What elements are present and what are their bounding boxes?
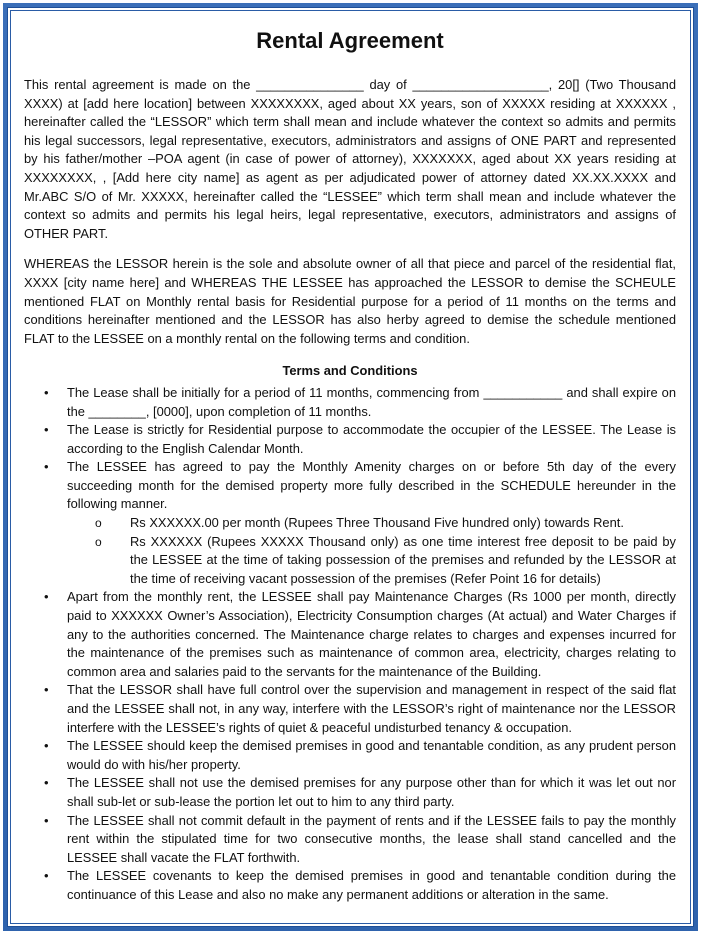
term-text: The LESSEE shall not commit default in the payment of rents and if the LESSEE fails to pay the monthly rent within the stipulated time for two consecutive months, the lease shall stand cancelled and the LESSEE shall vacate the FLAT forthwith.	[67, 812, 676, 865]
term-text: The Lease is strictly for Residential purpose to accommodate the occupier of the LESSEE. The Lease is according to the English Calendar Month.	[67, 422, 676, 456]
bullet-icon: •	[44, 459, 49, 475]
term-item	[24, 588, 676, 681]
sub-bullet-icon: o	[95, 516, 102, 531]
term-item	[24, 421, 676, 458]
payment-subitem	[67, 514, 676, 533]
term-item	[24, 774, 676, 811]
term-text: The LESSEE shall not use the demised premises for any purpose other than for which it was let out nor shall sub-let or sub-lease the portion let out to him to any third party.	[67, 775, 676, 809]
page-frame-border	[3, 3, 698, 931]
term-text: The LESSEE has agreed to pay the Monthly Amenity charges on or before 5th day of the every succeeding month for the demised property more fully described in the SCHEDULE hereunder in the following manner.	[67, 459, 676, 512]
document-title: Rental Agreement	[256, 28, 444, 53]
term-item	[24, 737, 676, 774]
terms-list	[24, 384, 676, 905]
page-frame-inner	[7, 7, 694, 927]
sub-bullet-icon: o	[95, 534, 102, 549]
bullet-icon: •	[44, 682, 49, 698]
term-text: The Lease shall be initially for a period of 11 months, commencing from ___________ and shall expire on the ________, [0000], upon completion of 11 months.	[67, 384, 676, 419]
term-text: The LESSEE covenants to keep the demised premises in good and tenantable condition during the continuance of this Lease and also no make any permanent additions or alteration in the same.	[67, 868, 676, 902]
term-text: Apart from the monthly rent, the LESSEE shall pay Maintenance Charges (Rs 1000 per month, directly paid to XXXXXX Owner’s Association), Electricity Consumption charges (At actual) and Water Charges if any to the authorities concerned. The Maintenance charge relates to charges and expenses incurred for the maintenance of the premises such as maintenance of common area, electricity, charges relating to common area and salaries paid to the servants for the maintenance of the Building.	[67, 589, 676, 679]
bullet-icon: •	[44, 738, 49, 754]
bullet-icon: •	[44, 589, 49, 605]
payment-subitem-text: Rs XXXXXX.00 per month (Rupees Three Thousand Five hundred only) towards Rent.	[130, 515, 624, 531]
payment-sublist	[67, 514, 676, 588]
bullet-icon: •	[44, 384, 49, 400]
bullet-icon: •	[44, 812, 49, 828]
payment-subitem-text: Rs XXXXXX (Rupees XXXXX Thousand only) as one time interest free deposit to be paid by the LESSEE at the time of taking possession of the premises and refunded by the LESSOR at the time of receiving vacant possession of the premises (Refer Point 16 for details)	[130, 533, 676, 586]
whereas-paragraph: WHEREAS the LESSOR herein is the sole and absolute owner of all that piece and parcel of the residential flat, XXXX [city name here] and WHEREAS THE LESSEE has approached the LESSOR to demise the SCHEULE mentioned FLAT on Monthly rental basis for Residential purpose for a period of 11 months on the terms and conditions hereinafter mentioned and the LESSOR has also herby agreed to demise the schedule mentioned FLAT to the LESSEE on a monthly rental on the following terms and condition.	[24, 256, 676, 346]
terms-heading: Terms and Conditions	[282, 363, 418, 379]
document-page	[10, 10, 691, 924]
term-text: The LESSEE should keep the demised premises in good and tenantable condition, as any prudent person would do with his/her property.	[67, 738, 676, 772]
term-item	[24, 812, 676, 868]
intro-paragraph: This rental agreement is made on the _______________ day of ___________________, 20[] (Two Thousand XXXX) at [add here location] between XXXXXXXX, aged about XX years, son of XXXXX residing at XXXXXX , hereinafter called the “LESSOR” which term shall mean and include whatever the context so admits and permits his legal successors, legal representative, executors, administrators and assigns of ONE PART and represented by his father/mother –POA agent (in case of power of attorney), XXXXXXX, aged about XX years residing at XXXXXXXX, , [Add here city name] as agent as per adjudicated power of attorney dated XX.XX.XXXX and Mr.ABC S/O of Mr. XXXXX, hereinafter called the “LESSEE” which term shall mean and include whatever the context so admits and permits his legal heirs, legal representative, executors, administrators and assigns of OTHER PART.	[24, 77, 676, 241]
term-item	[24, 384, 676, 421]
bullet-icon: •	[44, 775, 49, 791]
term-item	[24, 681, 676, 737]
bullet-icon: •	[44, 868, 49, 884]
term-text: That the LESSOR shall have full control over the supervision and management in respect of the said flat and the LESSEE shall not, in any way, interfere with the LESSOR’s right of maintenance nor the LESSOR interfere with the LESSEE’s rights of quiet & peaceful undisturbed tenancy & occupation.	[67, 682, 676, 735]
payment-subitem	[67, 533, 676, 589]
term-item	[24, 458, 676, 588]
bullet-icon: •	[44, 422, 49, 438]
term-item	[24, 867, 676, 904]
